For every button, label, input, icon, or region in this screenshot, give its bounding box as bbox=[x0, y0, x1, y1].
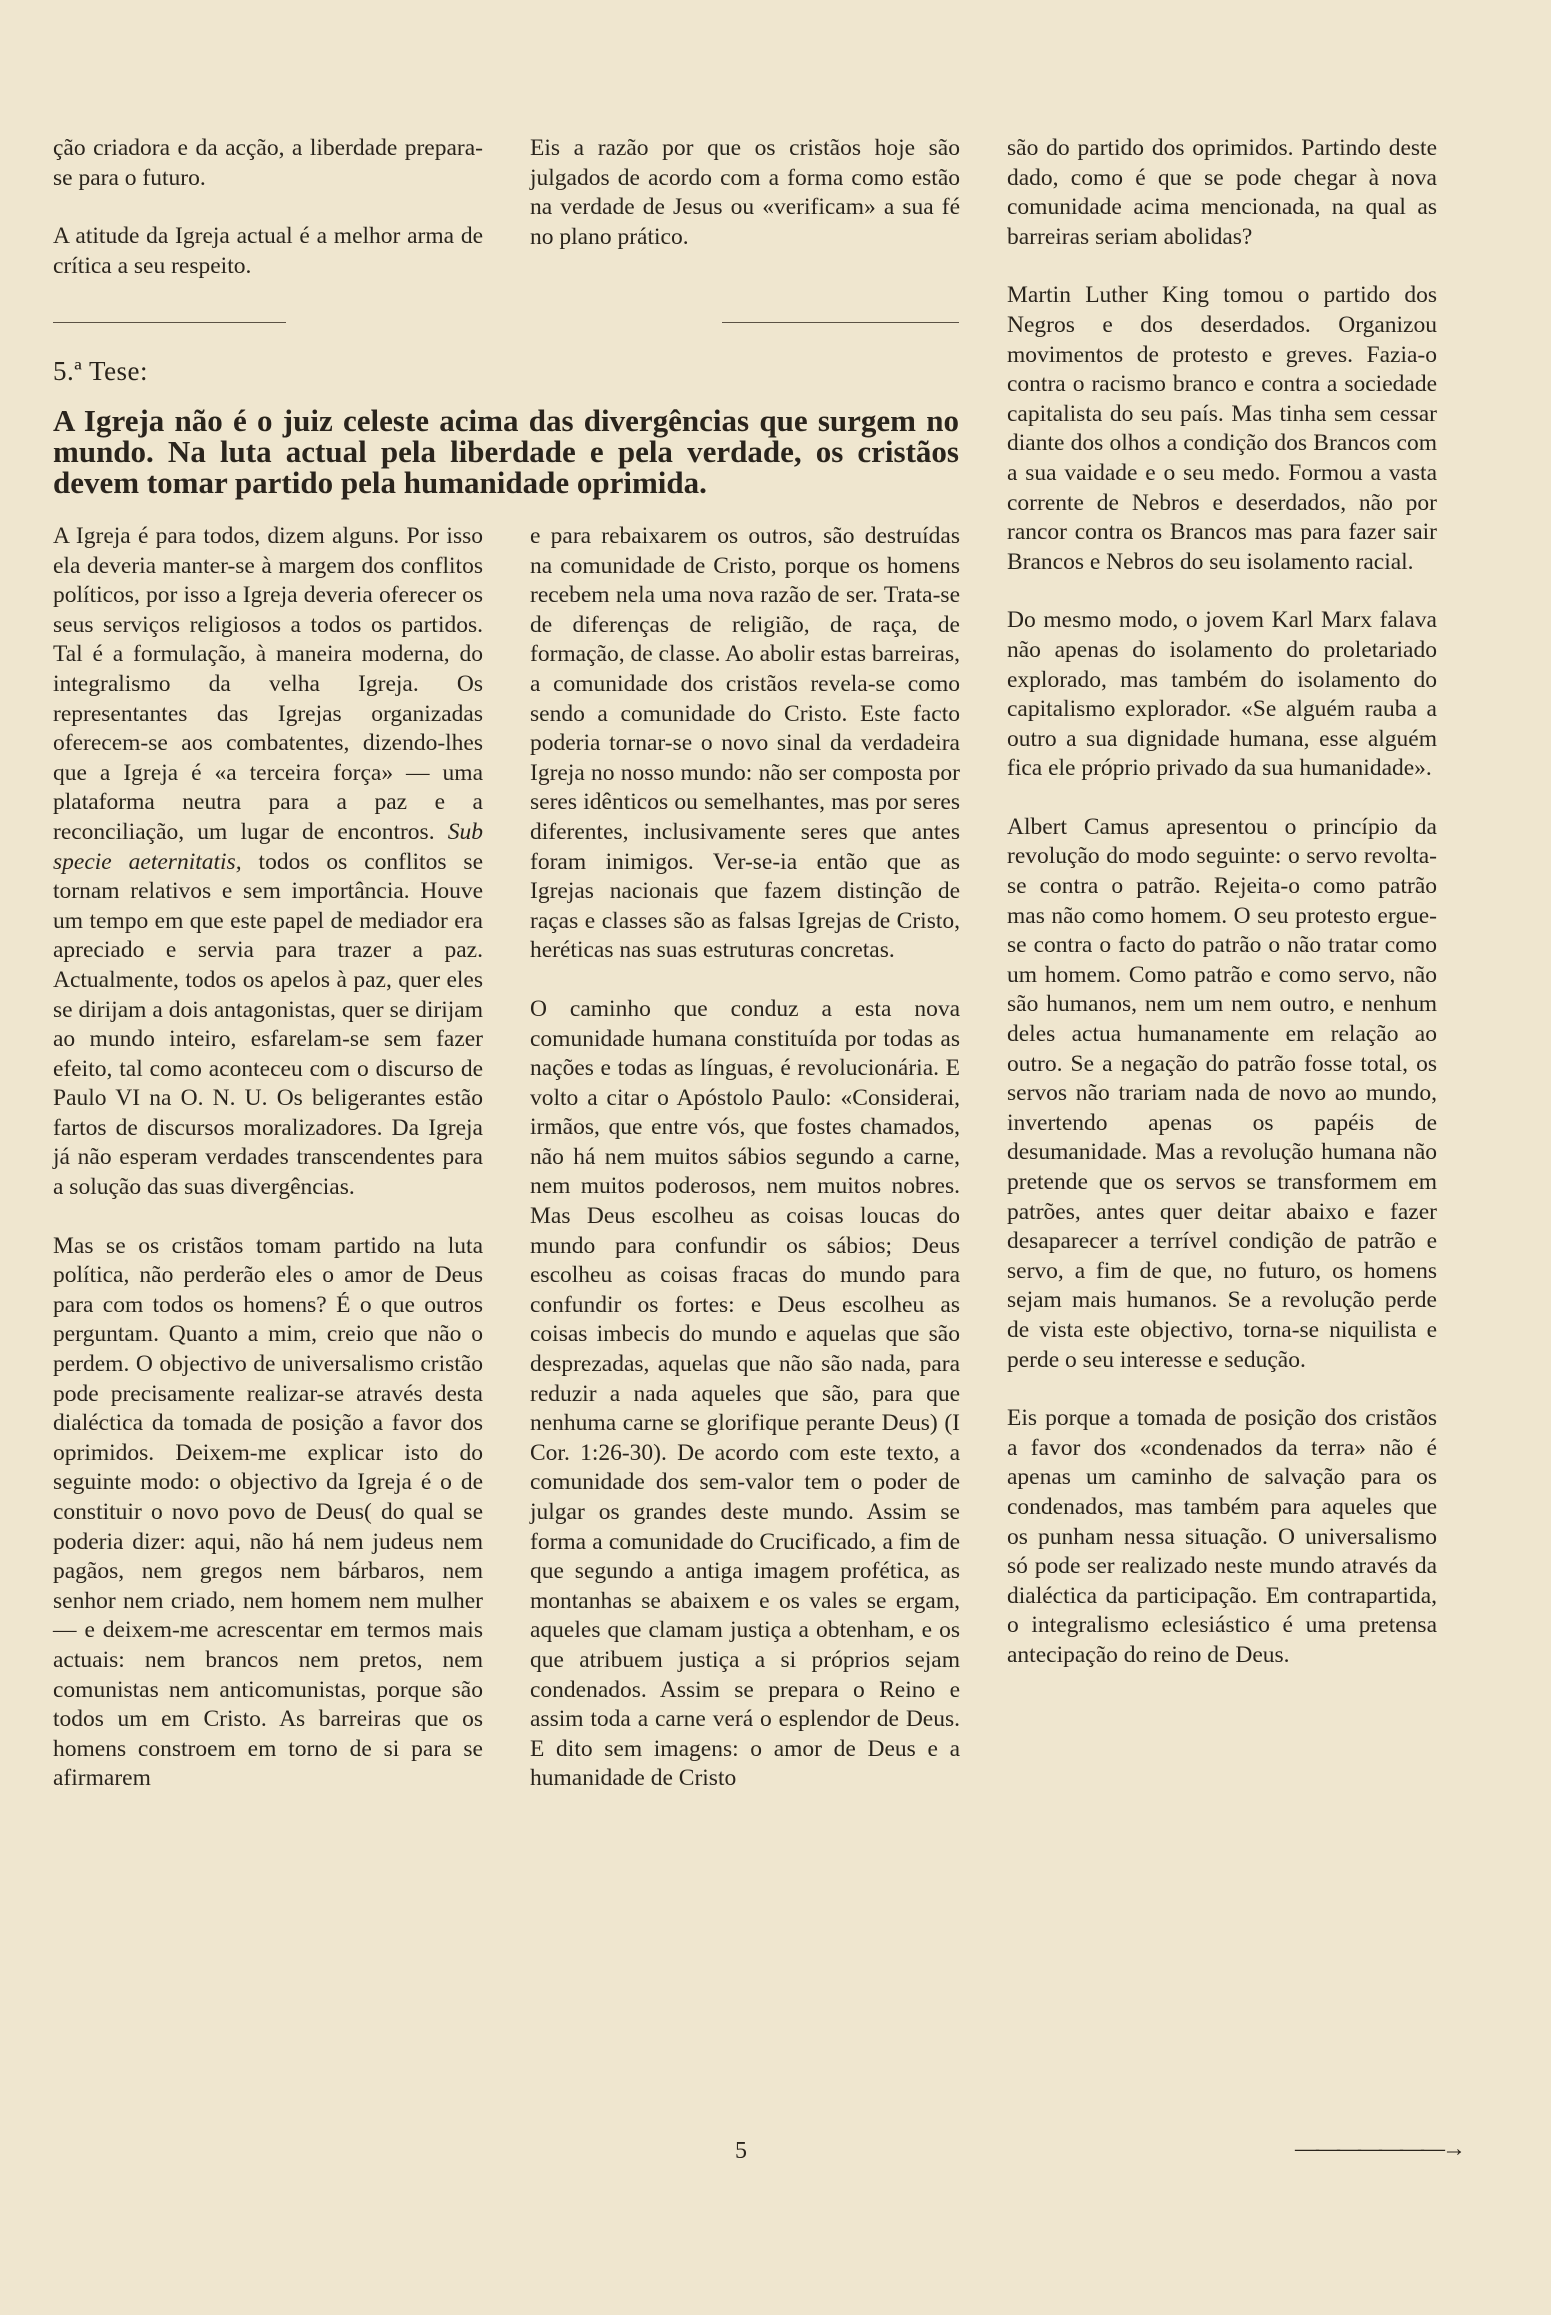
paragraph: Mas se os cristãos tomam partido na luta política, não perderão eles o amor de Deus para com todos os homens? É o que outros perguntam. Quanto a mim, creio que não o perdem. O objectivo de universalismo cristão pode precisamente realizar-se através desta dialéctica da tomada de posição a favor dos oprimidos. Deixem-me explicar isto do seguinte modo: o objectivo da Igreja é o de constituir o novo povo de Deus( do qual se poderia dizer: aqui, não há nem judeus nem pagãos, nem gregos nem bárbaros, nem senhor nem criado, nem homem nem mulher — e deixem-me acrescentar em termos mais actuais: nem brancos nem pretos, nem comunistas nem anticomunistas, porque são todos um em Cristo. As barreiras que os homens constroem em torno de si para se afirmarem bbox=[53, 1232, 483, 1792]
paragraph: Albert Camus apresentou o princípio da revolução do modo seguinte: o servo revolta-se contra o patrão. Rejeita-o como patrão mas não como homem. O seu protesto ergue-se contra o facto do patrão o não tratar como um homem. Como patrão e como servo, não são humanos, nem um nem outro, e nenhum deles actua humanamente em relação ao outro. Se a negação do patrão fosse total, os servos não trariam nada de novo ao mundo, invertendo apenas os papéis de desumanidade. Mas a revolução humana não pretende que os servos se transformem em patrões, antes quer deitar abaixo e fazer desaparecer a terrível condição de patrão e servo, a fim de que, no futuro, os homens sejam mais humanos. Se a revolução perde de vista este objectivo, torna-se niquilista e perde o seu interesse e sedução. bbox=[1007, 813, 1437, 1373]
continue-arrow-icon: ———————→ bbox=[1295, 2136, 1463, 2162]
paragraph: A atitude da Igreja actual é a melhor arma de crítica a seu respeito. bbox=[53, 223, 483, 279]
paragraph bbox=[53, 522, 483, 1203]
main-left-column bbox=[53, 522, 483, 1794]
top-middle-column bbox=[530, 134, 960, 252]
paragraph-part: A Igreja é para todos, dizem alguns. Por isso ela deveria manter-se à margem dos conflitos políticos, por isso a Igreja deveria oferecer os seus serviços religiosos a todos os partidos. Tal é a formulação, à maneira moderna, do integralismo da velha Igreja. Os representantes das Igrejas organizadas oferecem-se aos combatentes, dizendo-lhes que a Igreja é «a terceira força» — uma plataforma neutra para a paz e a reconciliação, um lugar de encontros. bbox=[53, 523, 483, 845]
thesis-title: A Igreja não é o juiz celeste acima das divergências que surgem no mundo. Na luta actual pela liberdade e pela verdade, os cristãos devem tomar partido pela humanidade oprimida. bbox=[53, 403, 959, 500]
paragraph: Do mesmo modo, o jovem Karl Marx falava não apenas do isolamento do proletariado explorado, mas também do isolamento do capitalismo explorador. «Se alguém rauba a outro a sua dignidade humana, esse alguém fica ele próprio privado da sua humanidade». bbox=[1007, 607, 1437, 782]
thesis-number: 5.ª Tese: bbox=[53, 356, 149, 386]
divider-left bbox=[53, 322, 286, 323]
paragraph: Martin Luther King tomou o partido dos Negros e dos deserdados. Organizou movimentos de protesto e greves. Fazia-o contra o racismo branco e contra a sociedade capitalista do seu país. Mas tinha sem cessar diante dos olhos a condição dos Brancos com a sua vaidade e o seu medo. Formou a vasta corrente de Nebros e deserdados, não por rancor contra os Brancos mas para fazer sair Brancos e Nebros do seu isolamento racial. bbox=[1007, 282, 1437, 575]
page-number: 5 bbox=[735, 2138, 747, 2164]
top-left-column bbox=[53, 134, 483, 281]
paragraph: são do partido dos oprimidos. Partindo deste dado, como é que se pode chegar à nova comunidade acima mencionada, na qual as barreiras seriam abolidas? bbox=[1007, 135, 1437, 250]
paragraph: e para rebaixarem os outros, são destruídas na comunidade de Cristo, porque os homens recebem nela uma nova razão de ser. Trata-se de diferenças de religião, de raça, de formação, de classe. Ao abolir estas barreiras, a comunidade dos cristãos revela-se como sendo a comunidade do Cristo. Este facto poderia tornar-se o novo sinal da verdadeira Igreja no nosso mundo: não ser composta por seres idênticos ou semelhantes, mas por seres diferentes, inclusivamente seres que antes foram inimigos. Ver-se-ia então que as Igrejas nacionais que fazem distinção de raças e classes são as falsas Igrejas de Cristo, heréticas nas suas estruturas concretas. bbox=[530, 523, 960, 964]
main-middle-column bbox=[530, 522, 960, 1794]
paragraph: Eis porque a tomada de posição dos cristãos a favor dos «condenados da terra» não é apenas um caminho de salvação para os condenados, mas também para aqueles que os punham nessa situação. O universalismo só pode ser realizado neste mundo através da dialéctica da participação. Em contrapartida, o integralismo eclesiástico é uma pretensa antecipação do reino de Deus. bbox=[1007, 1405, 1437, 1668]
paragraph: Eis a razão por que os cristãos hoje são julgados de acordo com a forma como estão na verdade de Jesus ou «verificam» a sua fé no plano prático. bbox=[530, 135, 960, 250]
paragraph-part: todos os conflitos se tornam relativos e sem importância. Houve um tempo em que este papel de mediador era apreciado e servia para trazer a paz. Actualmente, todos os apelos à paz, quer eles se dirijam a dois antagonistas, quer se dirijam ao mundo inteiro, esfarelam-se sem fazer efeito, tal como aconteceu com o discurso de Paulo VI na O. N. U. Os beligerantes estão fartos de discursos moralizadores. Da Igreja já não esperam verdades transcendentes para a solução das suas divergências. bbox=[53, 848, 484, 1201]
paragraph: O caminho que conduz a esta nova comunidade humana constituída por todas as nações e todas as línguas, é revolucionária. E volto a citar o Apóstolo Paulo: «Considerai, irmãos, que entre vós, que fostes chamados, não há nem muitos sábios segundo a carne, nem muitos poderosos, nem muitos nobres. Mas Deus escolheu as coisas loucas do mundo para confundir os sábios; Deus escolheu as coisas fracas do mundo para confundir os fortes: e Deus escolheu as coisas imbecis do mundo e aquelas que são desprezadas, aquelas que não são nada, para reduzir a nada aqueles que são, para que nenhuma carne se glorifique perante Deus) (I Cor. 1:26-30). De acordo com este texto, a comunidade dos sem-valor tem o poder de julgar os grandes deste mundo. Assim se forma a comunidade do Crucificado, a fim de que segundo a antiga imagem profética, as montanhas se abaixem e os vales se ergam, aqueles que clamam justiça a obtenham, e os que atribuem justiça a si próprios sejam condenados. Assim se prepara o Reino e assim toda a carne verá o esplendor de Deus. E dito sem imagens: o amor de Deus e a humanidade de Cristo bbox=[530, 995, 960, 1792]
paragraph: ção criadora e da acção, a liberdade prepara-se para o futuro. bbox=[53, 135, 483, 191]
latin-phrase: Sub specie aeternitatis, bbox=[53, 818, 483, 875]
divider-middle bbox=[722, 322, 959, 323]
right-column bbox=[1007, 134, 1437, 1671]
